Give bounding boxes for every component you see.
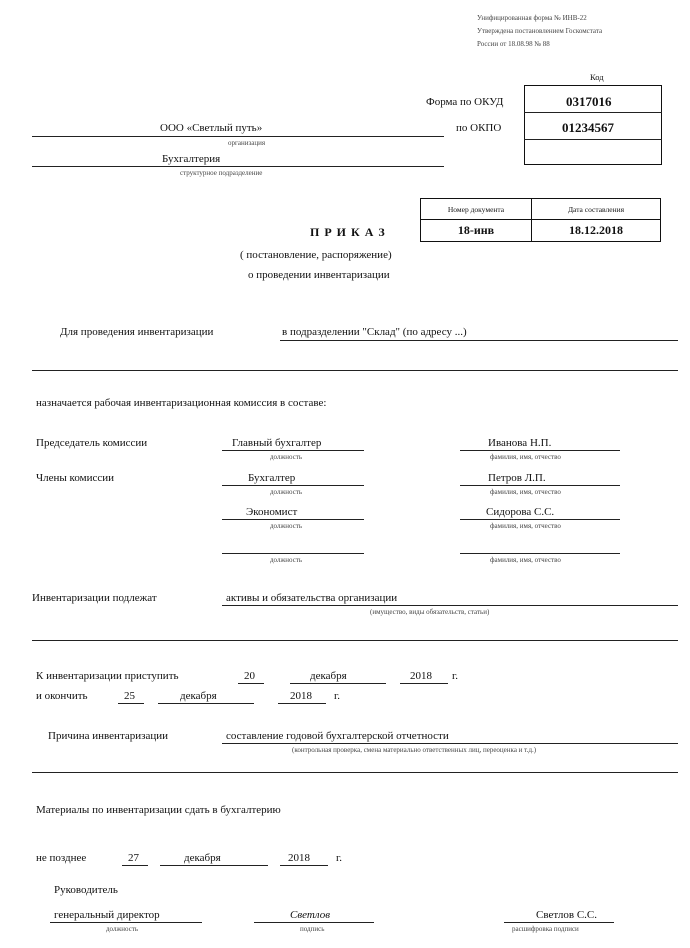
chair-position-caption: должность	[270, 453, 303, 461]
reason-label: Причина инвентаризации	[48, 730, 169, 742]
chair-label: Председатель комиссии	[36, 437, 148, 449]
members-label: Члены комиссии	[36, 472, 115, 484]
doc-date: 18.12.2018	[531, 219, 661, 242]
for-inventory-value: в подразделении "Склад" (по адресу ...)	[282, 326, 467, 338]
codes-divider	[524, 112, 662, 113]
head-name-caption: расшифровка подписи	[512, 925, 579, 933]
doc-number: 18-инв	[420, 219, 532, 242]
doc-subject: о проведении инвентаризации	[248, 269, 390, 281]
end-label: и окончить	[36, 690, 88, 702]
okud-value: 0317016	[566, 94, 612, 109]
head-signature-caption: подпись	[300, 925, 325, 933]
member2-name-line	[460, 519, 620, 520]
member1-name: Петров Л.П.	[488, 472, 546, 484]
member1-position-line	[222, 485, 364, 486]
materials-year: 2018	[288, 852, 310, 864]
unit-line	[32, 166, 444, 167]
chair-position: Главный бухгалтер	[232, 437, 322, 449]
materials-day: 27	[128, 852, 139, 864]
subject-line	[222, 605, 678, 606]
chair-position-line	[222, 450, 364, 451]
start-year: 2018	[410, 670, 432, 682]
doc-subtitle: ( постановление, распоряжение)	[240, 249, 392, 261]
end-day-line	[118, 703, 144, 704]
form-header-line3: России от 18.08.98 № 88	[477, 40, 550, 48]
materials-date-label: не позднее	[36, 852, 87, 864]
subject-caption: (имущество, виды обязательств, статьи)	[370, 608, 490, 616]
unit-caption: структурное подразделение	[180, 169, 263, 177]
end-year: 2018	[290, 690, 312, 702]
chair-name: Иванова Н.П.	[488, 437, 552, 449]
organization-name: ООО «Светлый путь»	[160, 122, 263, 134]
materials-suffix: г.	[336, 852, 343, 864]
chair-name-caption: фамилия, имя, отчество	[490, 453, 561, 461]
form-header-line2: Утверждена постановлением Госкомстата	[477, 27, 603, 35]
codes-header: Код	[590, 72, 604, 82]
okpo-label: по ОКПО	[456, 122, 502, 134]
head-label: Руководитель	[54, 884, 118, 896]
form-header-line1: Унифицированная форма № ИНВ-22	[477, 14, 587, 22]
start-month: декабря	[310, 670, 347, 682]
organization-line	[32, 136, 444, 137]
organization-caption: организация	[228, 139, 266, 147]
start-suffix: г.	[452, 670, 459, 682]
reason-line-2	[32, 772, 678, 773]
for-inventory-line	[280, 340, 678, 341]
end-month: декабря	[180, 690, 217, 702]
member3-name-caption: фамилия, имя, отчество	[490, 556, 561, 564]
materials-year-line	[280, 865, 328, 866]
subject-line-2	[32, 640, 678, 641]
end-month-line	[158, 703, 254, 704]
start-day-line	[238, 683, 264, 684]
materials-month: декабря	[184, 852, 221, 864]
doc-date-header: Дата составления	[531, 198, 661, 220]
start-month-line	[290, 683, 386, 684]
end-year-line	[278, 703, 326, 704]
codes-divider-2	[524, 139, 662, 140]
reason-value: составление годовой бухгалтерской отчетности	[226, 730, 449, 742]
head-position-caption: должность	[106, 925, 139, 933]
doc-number-header: Номер документа	[420, 198, 532, 220]
member2-name-caption: фамилия, имя, отчество	[490, 522, 561, 530]
member2-position-line	[222, 519, 364, 520]
reason-caption: (контрольная проверка, смена материально ответственных лиц, переоценка и т.д.)	[292, 746, 537, 754]
materials-day-line	[122, 865, 148, 866]
unit-name: Бухгалтерия	[162, 153, 221, 165]
subject-value: активы и обязательства организации	[226, 592, 398, 604]
member3-position-line	[222, 553, 364, 554]
member1-position-caption: должность	[270, 488, 303, 496]
okpo-value: 01234567	[562, 120, 614, 135]
for-inventory-line-2	[32, 370, 678, 371]
doc-title: П Р И К А З	[310, 225, 386, 239]
head-position: генеральный директор	[54, 909, 160, 921]
head-position-line	[50, 922, 202, 923]
head-name: Светлов С.С.	[536, 909, 597, 921]
materials-text: Материалы по инвентаризации сдать в бухгалтерию	[36, 804, 281, 816]
member1-name-line	[460, 485, 620, 486]
head-signature: Светлов	[290, 909, 330, 921]
chair-name-line	[460, 450, 620, 451]
reason-line	[222, 743, 678, 744]
end-day: 25	[124, 690, 135, 702]
head-signature-line	[254, 922, 374, 923]
member2-name: Сидорова С.С.	[486, 506, 555, 518]
member3-position-caption: должность	[270, 556, 303, 564]
start-day: 20	[244, 670, 255, 682]
okud-label: Форма по ОКУД	[426, 96, 504, 108]
end-suffix: г.	[334, 690, 341, 702]
head-name-line	[504, 922, 614, 923]
member2-position-caption: должность	[270, 522, 303, 530]
member1-position: Бухгалтер	[248, 472, 296, 484]
for-inventory-label: Для проведения инвентаризации	[60, 326, 214, 338]
start-label: К инвентаризации приступить	[36, 670, 179, 682]
member2-position: Экономист	[246, 506, 298, 518]
commission-text: назначается рабочая инвентаризационная комиссия в составе:	[36, 397, 327, 409]
member3-name-line	[460, 553, 620, 554]
materials-month-line	[160, 865, 268, 866]
subject-label: Инвентаризации подлежат	[32, 592, 157, 604]
start-year-line	[400, 683, 448, 684]
member1-name-caption: фамилия, имя, отчество	[490, 488, 561, 496]
